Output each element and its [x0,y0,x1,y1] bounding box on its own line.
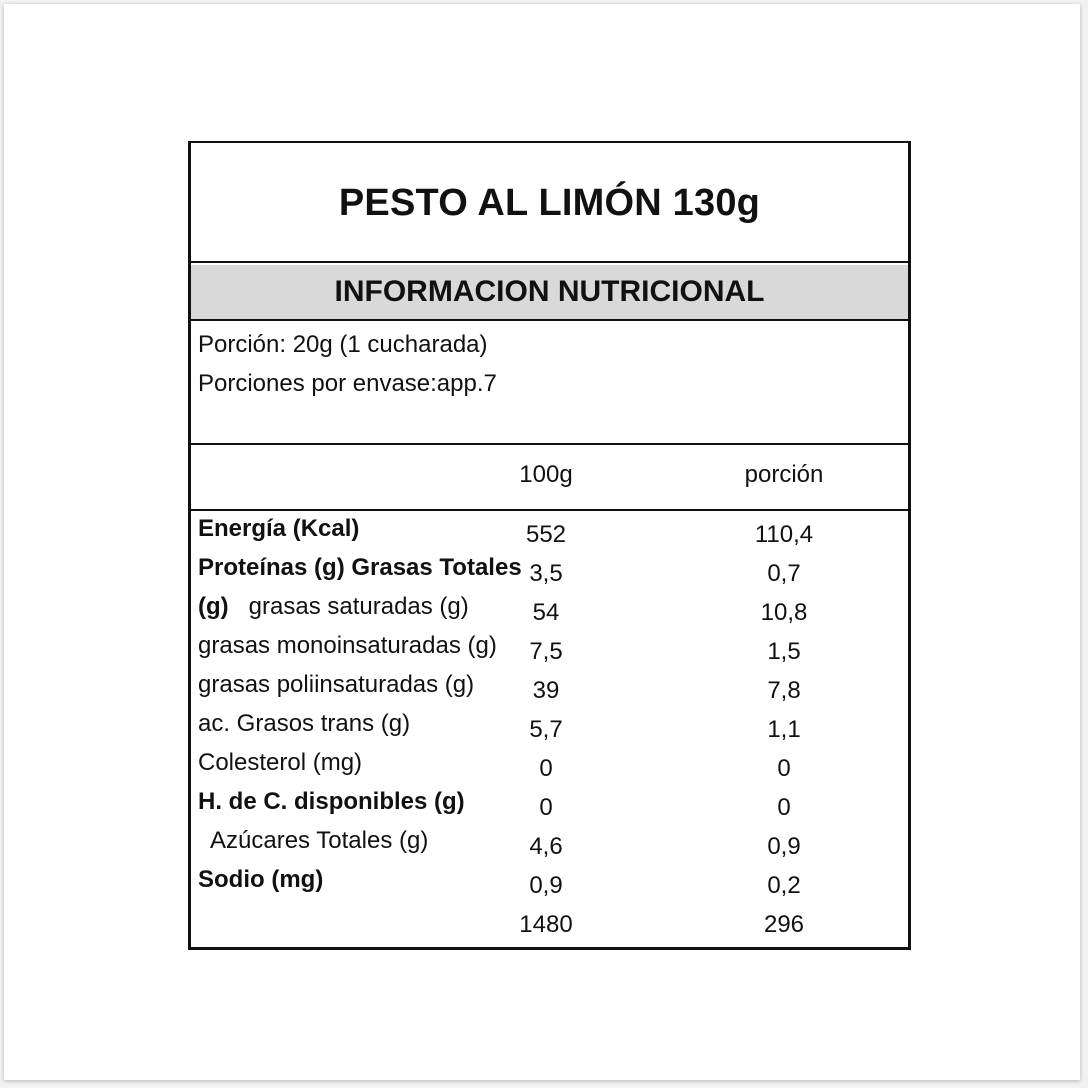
nutrient-name: grasas monoinsaturadas (g) [198,632,497,659]
value-portion: 110,4 [754,521,814,548]
value-100g: 4,6 [529,833,563,860]
value-100g: 7,5 [529,638,563,665]
nutrient-name-sub: grasas saturadas (g) [228,593,469,620]
table-row [191,827,908,866]
serving-size: Porción: 20g (1 cucharada) [198,331,488,358]
value-portion: 0,9 [767,833,801,860]
nutrient-name: grasas poliinsaturadas (g) [198,671,475,698]
value-100g: 0 [539,794,553,821]
table-row [191,515,908,554]
column-header-row [191,447,908,511]
value-portion: 0 [777,794,791,821]
value-100g: 3,5 [529,560,563,587]
value-100g: 39 [532,677,560,704]
product-title: PESTO AL LIMÓN 130g [191,143,908,263]
value-100g: 552 [525,521,567,548]
value-portion: 0,2 [767,872,801,899]
value-100g: 5,7 [529,716,563,743]
section-heading: INFORMACION NUTRICIONAL [191,265,908,321]
value-portion: 10,8 [760,599,808,626]
nutrition-label [188,141,911,950]
column-header-portion: porción [744,461,824,488]
value-100g: 0 [539,755,553,782]
servings-per-container: Porciones por envase:app.7 [198,370,497,397]
value-portion: 0 [777,755,791,782]
table-row [191,710,908,749]
serving-info [191,323,908,445]
nutrient-name: Azúcares Totales (g) [198,827,429,854]
value-portion: 0,7 [767,560,801,587]
nutrient-name: H. de C. disponibles (g) [198,788,465,815]
nutrient-name-unit: (g) [198,593,229,620]
value-portion: 7,8 [767,677,801,704]
table-row [191,671,908,710]
nutrient-name [198,593,469,621]
column-header-100g: 100g [519,461,573,488]
table-row [191,749,908,788]
value-portion: 1,5 [767,638,801,665]
table-row [191,554,908,593]
image-canvas [4,4,1080,1080]
nutrient-name: Colesterol (mg) [198,749,363,776]
value-portion: 1,1 [767,716,801,743]
nutrient-name: Proteínas (g) Grasas Totales [198,554,522,581]
nutrient-name: Energía (Kcal) [198,515,360,542]
table-row [191,593,908,632]
nutrient-name: Sodio (mg) [198,866,324,893]
value-100g: 1480 [519,911,573,938]
table-row [191,788,908,827]
value-portion: 296 [763,911,805,938]
table-row [191,866,908,905]
table-row [191,632,908,671]
value-100g: 0,9 [529,872,563,899]
value-100g: 54 [532,599,560,626]
nutrient-name: ac. Grasos trans (g) [198,710,411,737]
table-row [191,905,908,944]
